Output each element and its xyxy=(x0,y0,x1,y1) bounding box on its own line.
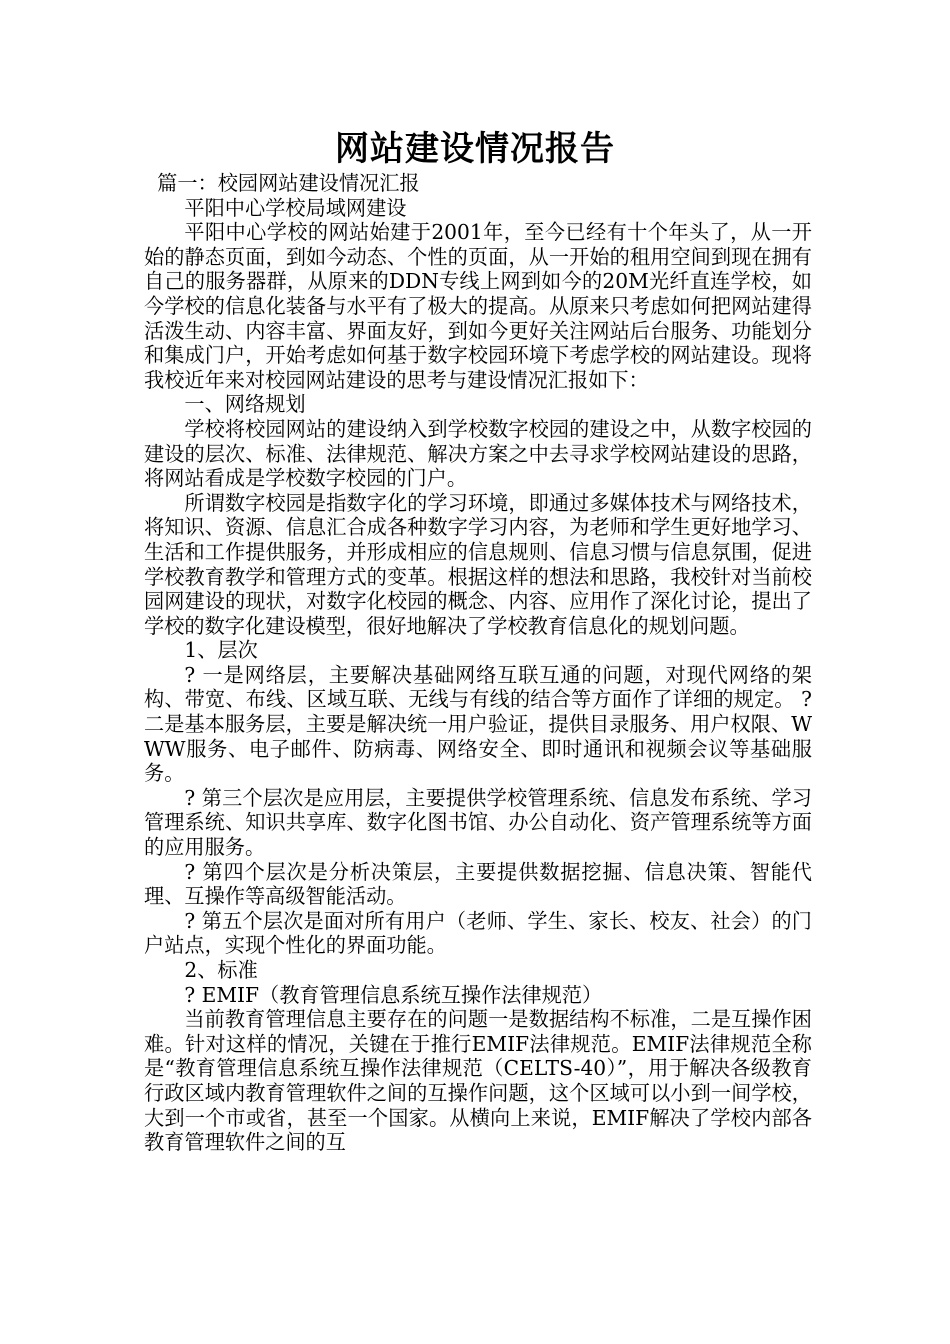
document-title: 网站建设情况报告 xyxy=(335,129,615,169)
paragraph: ? 第三个层次是应用层，主要提供学校管理系统、信息发布系统、学习管理系统、知识共享库、数字化图书馆、办公自动化、资产管理系统等方面的应用服务。 xyxy=(144,785,812,860)
section-heading: 1、层次 xyxy=(184,638,258,663)
paragraph: 学校将校园网站的建设纳入到学校数字校园的建设之中，从数字校园的建设的层次、标准、法律规范、解决方案之中去寻求学校网站建设的思路，将网站看成是学校数字校园的门户。 xyxy=(144,416,812,491)
paragraph: ? 第四个层次是分析决策层，主要提供数据挖掘、信息决策、智能代理、互操作等高级智能活动。 xyxy=(144,859,812,909)
paragraph: ? EMIF（教育管理信息系统互操作法律规范） xyxy=(184,982,603,1007)
paragraph: 所谓数字校园是指数字化的学习环境，即通过多媒体技术与网络技术，将知识、资源、信息汇合成各种数字学习内容，为老师和学生更好地学习、生活和工作提供服务，并形成相应的信息规则、信息习惯与信息氛围，促进学校教育教学和管理方式的变革。根据这样的想法和思路，我校针对当前校园网建设的现状，对数字化校园的概念、内容、应用作了深化讨论，提出了学校的数字化建设模型，很好地解决了学校教育信息化的规划问题。 xyxy=(144,490,812,638)
paragraph: ? 一是网络层，主要解决基础网络互联互通的问题，对现代网络的架构、带宽、布线、区域互联、无线与有线的结合等方面作了详细的规定。 ? 二是基本服务层，主要是解决统一用户验证，提供目录服务、用户权限、WWW服务、电子邮件、防病毒、网络安全、即时通讯和视频会议等基础服务。 xyxy=(144,662,812,786)
paragraph: 平阳中心学校的网站始建于2001年，至今已经有十个年头了，从一开始的静态页面，到如今动态、个性的页面，从一开始的租用空间到现在拥有自己的服务器群，从原来的DDN专线上网到如今的20M光纤直连学校，如今学校的信息化装备与水平有了极大的提高。从原来只考虑如何把网站建得活泼生动、内容丰富、界面友好，到如今更好关注网站后台服务、功能划分和集成门户，开始考虑如何基于数字校园环境下考虑学校的网站建设。现将我校近年来对校园网站建设的思考与建设情况汇报如下： xyxy=(144,220,812,392)
paragraph: ? 第五个层次是面对所有用户（老师、学生、家长、校友、社会）的门户站点，实现个性化的界面功能。 xyxy=(144,908,812,958)
section-heading: 一、网络规划 xyxy=(184,392,306,417)
section-heading: 2、标准 xyxy=(184,958,258,982)
paragraph: 当前教育管理信息主要存在的问题一是数据结构不标准，二是互操作困难。针对这样的情况，关键在于推行EMIF法律规范。EMIF法律规范全称是“教育管理信息系统互操作法律规范（CELTS-40）”，用于解决各级教育行政区域内教育管理软件之间的互操作问题，这个区域可以小到一间学校，大到一个市或省，甚至一个国家。从横向上来说，EMIF解决了学校内部各教育管理软件之间的互 xyxy=(144,1007,812,1155)
paragraph: 篇一：校园网站建设情况汇报 xyxy=(157,171,420,195)
paragraph: 平阳中心学校局域网建设 xyxy=(184,195,407,220)
document-body xyxy=(144,171,812,1155)
